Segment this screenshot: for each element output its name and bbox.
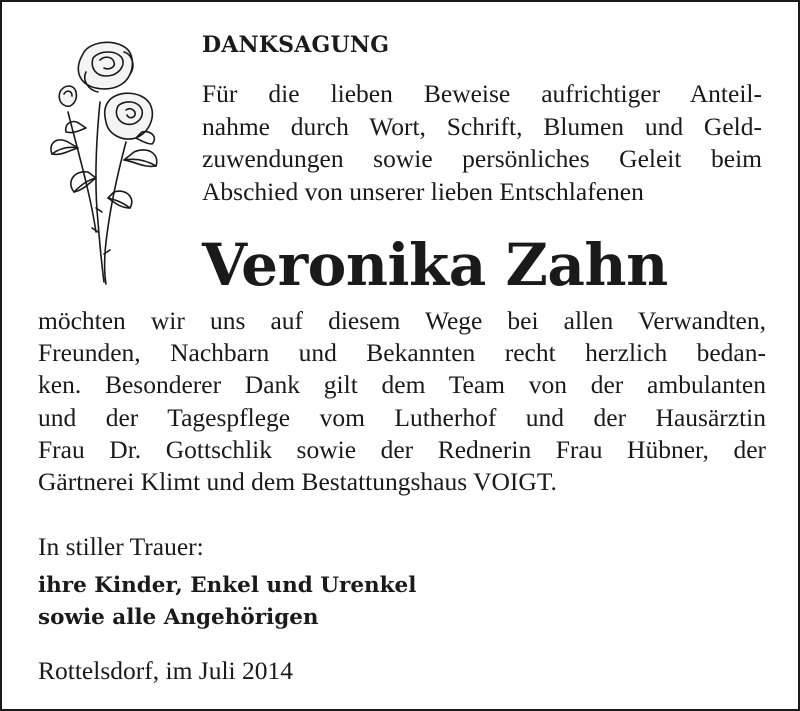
notice-heading: DANKSAGUNG (202, 32, 390, 58)
body-line: ken. Besonderer Dank gilt dem Team von der ambulanten (38, 370, 766, 400)
body-line: möchten wir uns auf diesem Wege bei allen Verwandten, (38, 306, 766, 335)
intro-line: Abschied von unserer lieben Entschlafenen (202, 176, 644, 206)
intro-line: nahme durch Wort, Schrift, Blumen und Geld- (202, 111, 762, 141)
thanks-paragraph (38, 305, 766, 498)
body-line: Gärtnerei Klimt und dem Bestattungshaus VOIGT. (38, 467, 557, 497)
mourning-label: In stiller Trauer: (38, 532, 204, 561)
family-line: sowie alle Angehörigen (38, 605, 319, 630)
family-line: ihre Kinder, Enkel und Urenkel (38, 573, 417, 598)
rose-icon (38, 32, 168, 292)
place-date: Rottelsdorf, im Juli 2014 (38, 656, 293, 685)
deceased-name: Veronika Zahn (202, 231, 668, 299)
intro-line: zuwendungen sowie persönliches Geleit beim (202, 144, 762, 173)
intro-paragraph (202, 78, 762, 208)
intro-line: Für die lieben Beweise aufrichtiger Anteil- (202, 79, 762, 108)
body-line: Freunden, Nachbarn und Bekannten recht herzlich bedan- (38, 338, 766, 368)
body-line: und der Tagespflege vom Lutherhof und der Hausärztin (38, 402, 766, 432)
family-signature (38, 570, 416, 634)
body-line: Frau Dr. Gottschlik sowie der Rednerin Frau Hübner, der (38, 434, 766, 464)
